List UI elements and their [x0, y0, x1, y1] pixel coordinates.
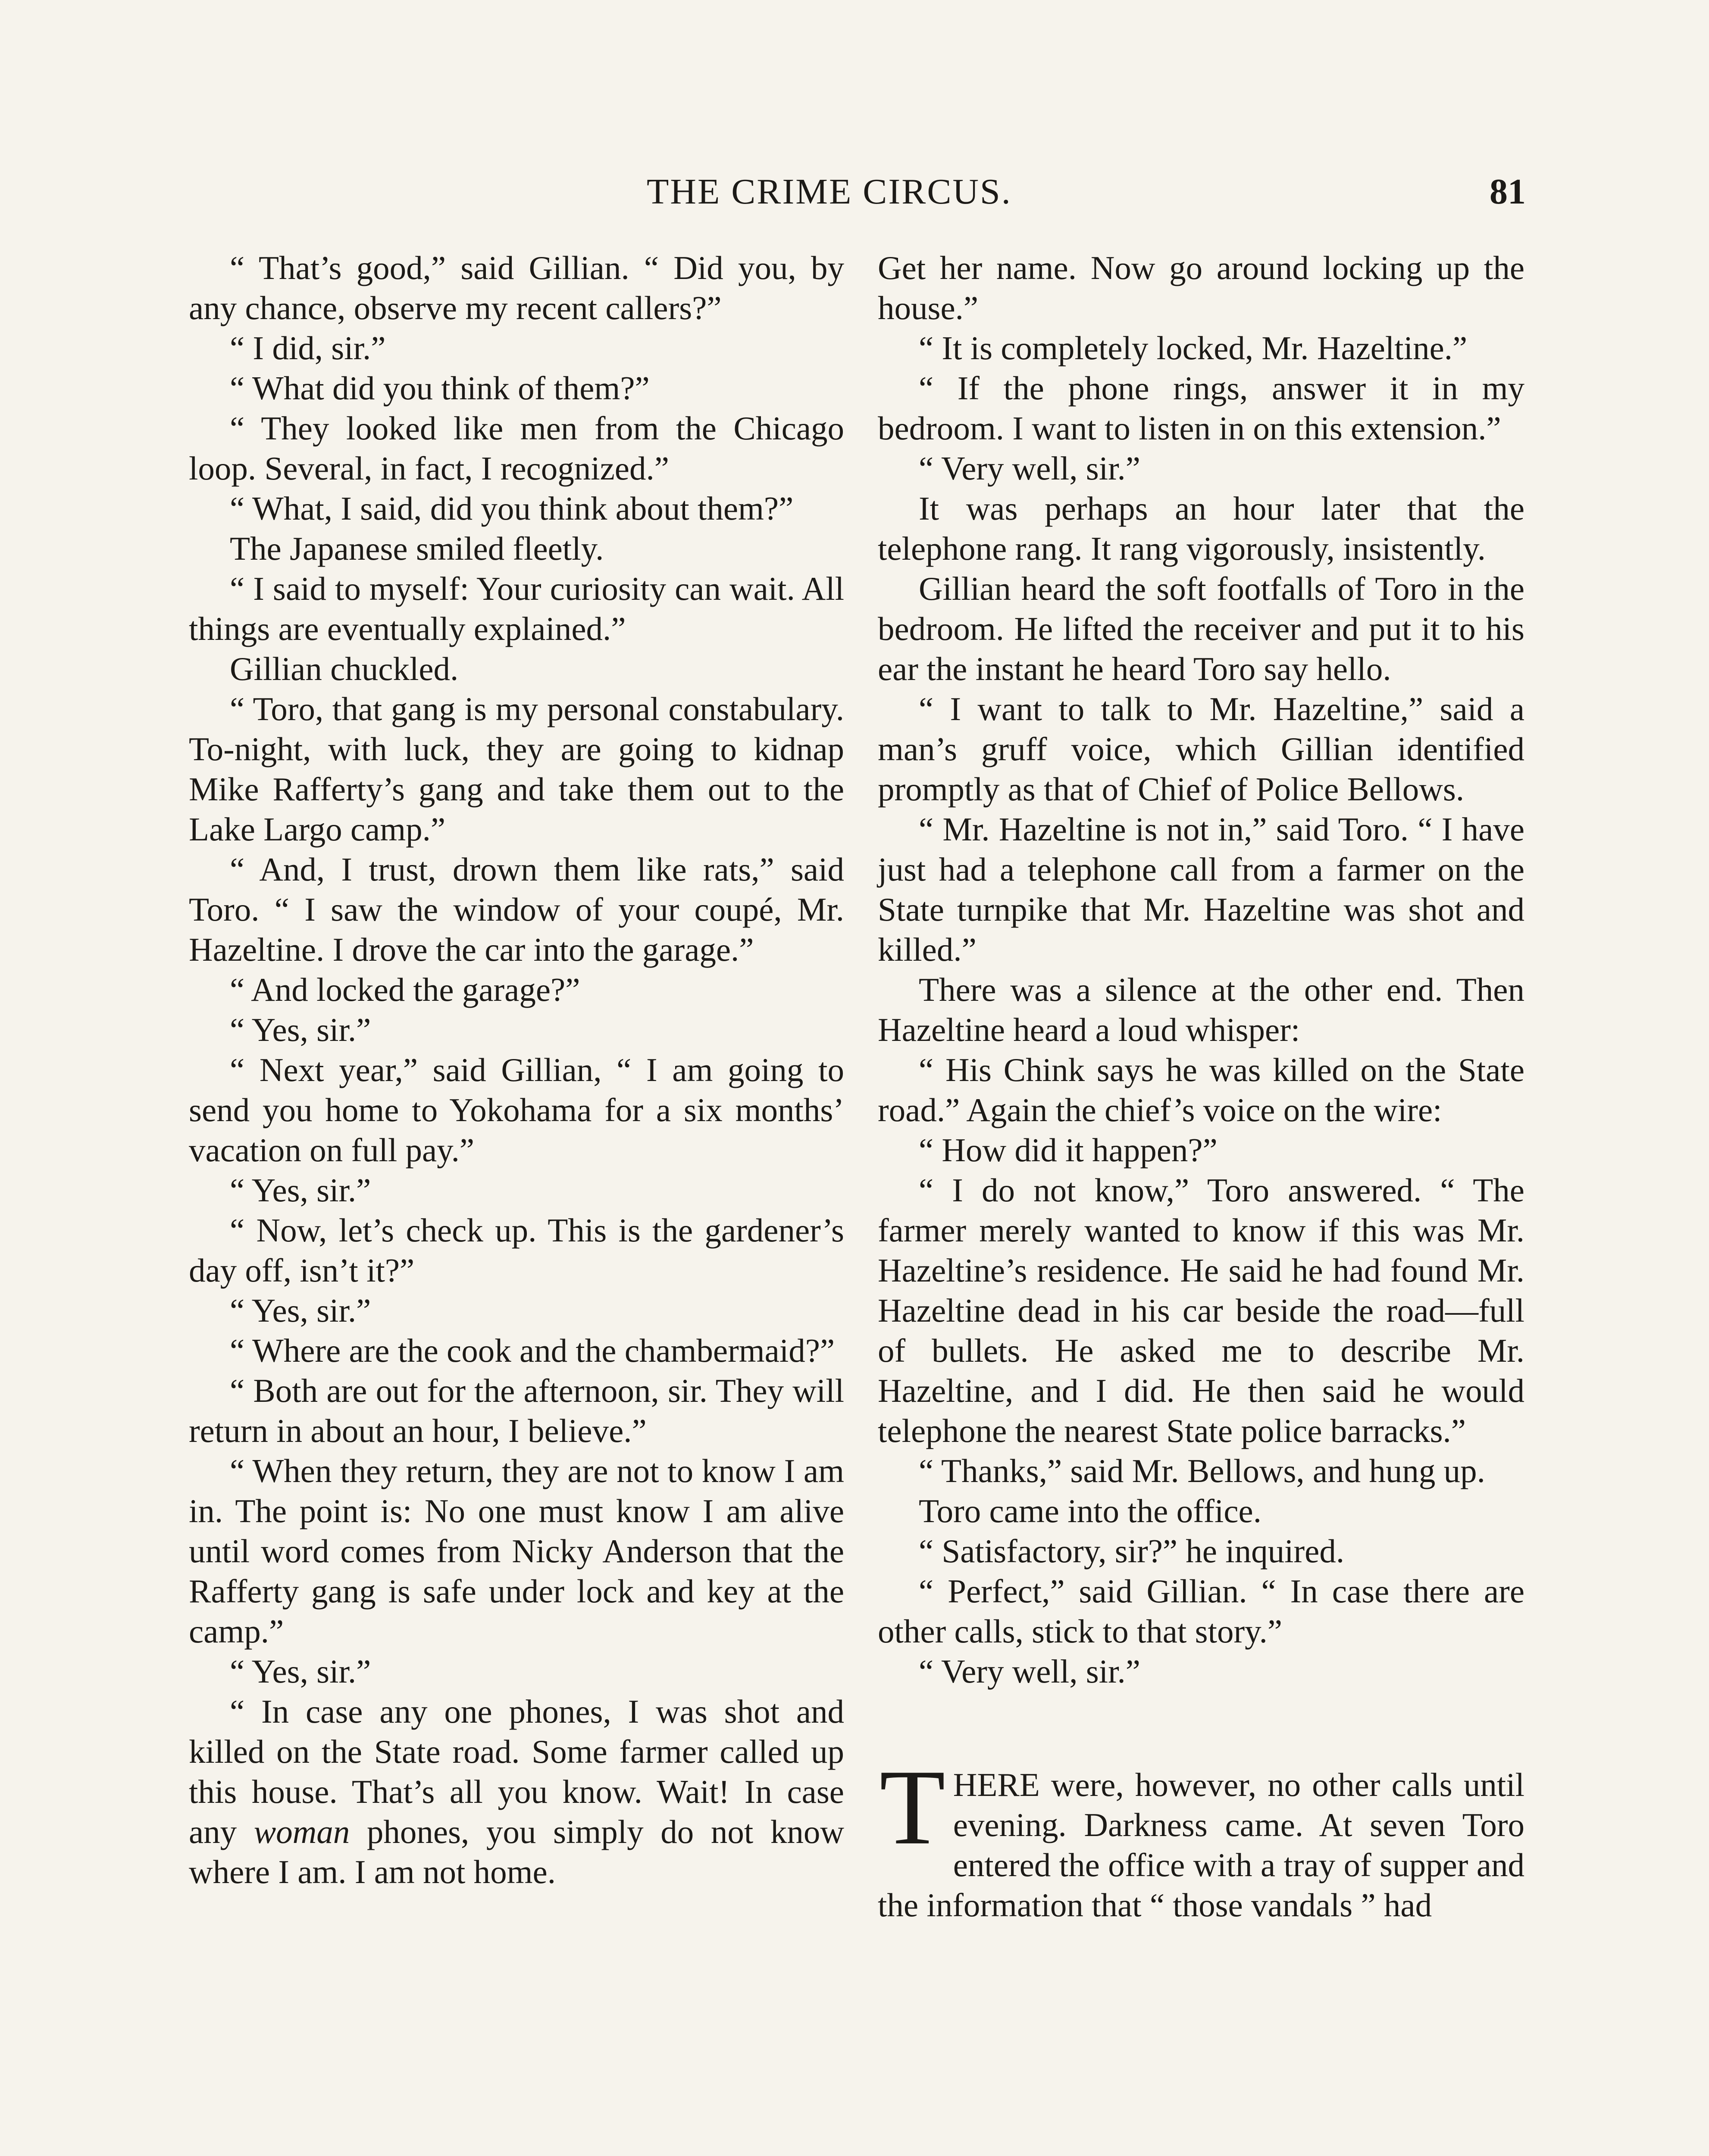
paragraph: “ And, I trust, drown them like rats,” said Toro. “ I saw the window of your coupé, Mr. Hazeltine. I drove the car into the garage.”	[189, 851, 844, 968]
paragraph: “ Toro, that gang is my personal constabulary. To-night, with luck, they are going to kidnap Mike Rafferty’s gang and take them out to the Lake Largo camp.”	[189, 690, 844, 848]
page-number: 81	[1490, 172, 1526, 212]
paragraph: “ And locked the garage?”	[230, 971, 580, 1008]
paragraph: “ Very well, sir.”	[919, 1653, 1140, 1690]
paragraph: “ Satisfactory, sir?” he inquired.	[919, 1532, 1345, 1570]
paragraph: “ Yes, sir.”	[230, 1011, 371, 1048]
paragraph: Toro came into the office.	[919, 1492, 1261, 1529]
paragraph: “ Yes, sir.”	[230, 1653, 371, 1690]
paragraph: “ How did it happen?”	[919, 1131, 1218, 1169]
section-opening-paragraph	[878, 1748, 1524, 1925]
paragraph: Gillian heard the soft footfalls of Toro in the bedroom. He lifted the receiver and put it to his ear the instant he heard Toro say hello.	[878, 570, 1524, 687]
page-header	[0, 166, 1709, 218]
paragraph: “ They looked like men from the Chicago loop. Several, in fact, I recognized.”	[189, 410, 844, 487]
running-title: THE CRIME CIRCUS.	[647, 172, 1012, 212]
paragraph: “ That’s good,” said Gillian. “ Did you, by any chance, observe my recent callers?”	[189, 249, 844, 326]
paragraph: Gillian chuckled.	[230, 650, 459, 687]
paragraph: “ It is completely locked, Mr. Hazeltine.”	[919, 329, 1468, 367]
paragraph: “ Now, let’s check up. This is the gardener’s day off, isn’t it?”	[189, 1212, 844, 1289]
paragraph: “ Yes, sir.”	[230, 1172, 371, 1209]
paragraph: “ Yes, sir.”	[230, 1292, 371, 1329]
paragraph: “ What, I said, did you think about them?”	[230, 490, 794, 527]
paragraph: “ I said to myself: Your curiosity can wait. All things are eventually explained.”	[189, 570, 844, 647]
paragraph: There was a silence at the other end. Then Hazeltine heard a loud whisper:	[878, 971, 1524, 1048]
text-run: phones, you simply do not know where I am. I am not home.	[189, 1813, 844, 1890]
paragraph: “ Very well, sir.”	[919, 450, 1140, 487]
paragraph: “ Thanks,” said Mr. Bellows, and hung up.	[919, 1452, 1485, 1489]
paragraph: “ Where are the cook and the chambermaid?”	[230, 1332, 835, 1369]
section-break	[878, 1692, 1524, 1765]
paragraph: “ Mr. Hazeltine is not in,” said Toro. “ I have just had a telephone call from a farmer on the State turnpike that Mr. Hazeltine was shot and killed.”	[878, 811, 1524, 968]
paragraph: “ His Chink says he was killed on the State road.” Again the chief’s voice on the wire:	[878, 1051, 1524, 1128]
right-column	[878, 248, 1524, 1925]
paragraph: “ Perfect,” said Gillian. “ In case there are other calls, stick to that story.”	[878, 1573, 1524, 1650]
left-column	[189, 248, 844, 1892]
paragraph-with-emphasis	[189, 1692, 844, 1892]
section-text: HERE were, however, no other calls until evening. Darkness came. At seven Toro entered the office with a tray of supper and the information that “ those vandals ” had	[878, 1766, 1524, 1924]
paragraph: “ I want to talk to Mr. Hazeltine,” said a man’s gruff voice, which Gillian identified promptly as that of Chief of Police Bellows.	[878, 690, 1524, 808]
paragraph: “ I did, sir.”	[230, 329, 386, 367]
paragraph: The Japanese smiled fleetly.	[230, 530, 604, 567]
drop-cap: T	[880, 1748, 945, 1867]
paragraph: “ Both are out for the afternoon, sir. They will return in about an hour, I believe.”	[189, 1372, 844, 1449]
paragraph: “ Next year,” said Gillian, “ I am going to send you home to Yokohama for a six months’ vacation on full pay.”	[189, 1051, 844, 1169]
paragraph: “ I do not know,” Toro answered. “ The farmer merely wanted to know if this was Mr. Hazeltine’s residence. He said he had found Mr. Hazeltine dead in his car beside the road—full of bullets. He asked me to describe Mr. Hazeltine, and I did. He then said he would telephone the nearest State police barracks.”	[878, 1172, 1524, 1449]
paragraph: “ When they return, they are not to know I am in. The point is: No one must know I am alive until word comes from Nicky Anderson that the Rafferty gang is safe under lock and key at the camp.”	[189, 1452, 844, 1650]
emphasized-word: woman	[254, 1813, 350, 1850]
text-run: “ In case any one phones, I was shot and killed on the State road. Some farmer called up this house. That’s all you know. Wait! In case any	[189, 1693, 844, 1850]
paragraph: It was perhaps an hour later that the telephone rang. It rang vigorously, insistently.	[878, 490, 1524, 567]
paragraph-continued: Get her name. Now go around locking up the house.”	[878, 249, 1524, 326]
paragraph: “ What did you think of them?”	[230, 370, 650, 407]
paragraph: “ If the phone rings, answer it in my bedroom. I want to listen in on this extension.”	[878, 370, 1524, 447]
